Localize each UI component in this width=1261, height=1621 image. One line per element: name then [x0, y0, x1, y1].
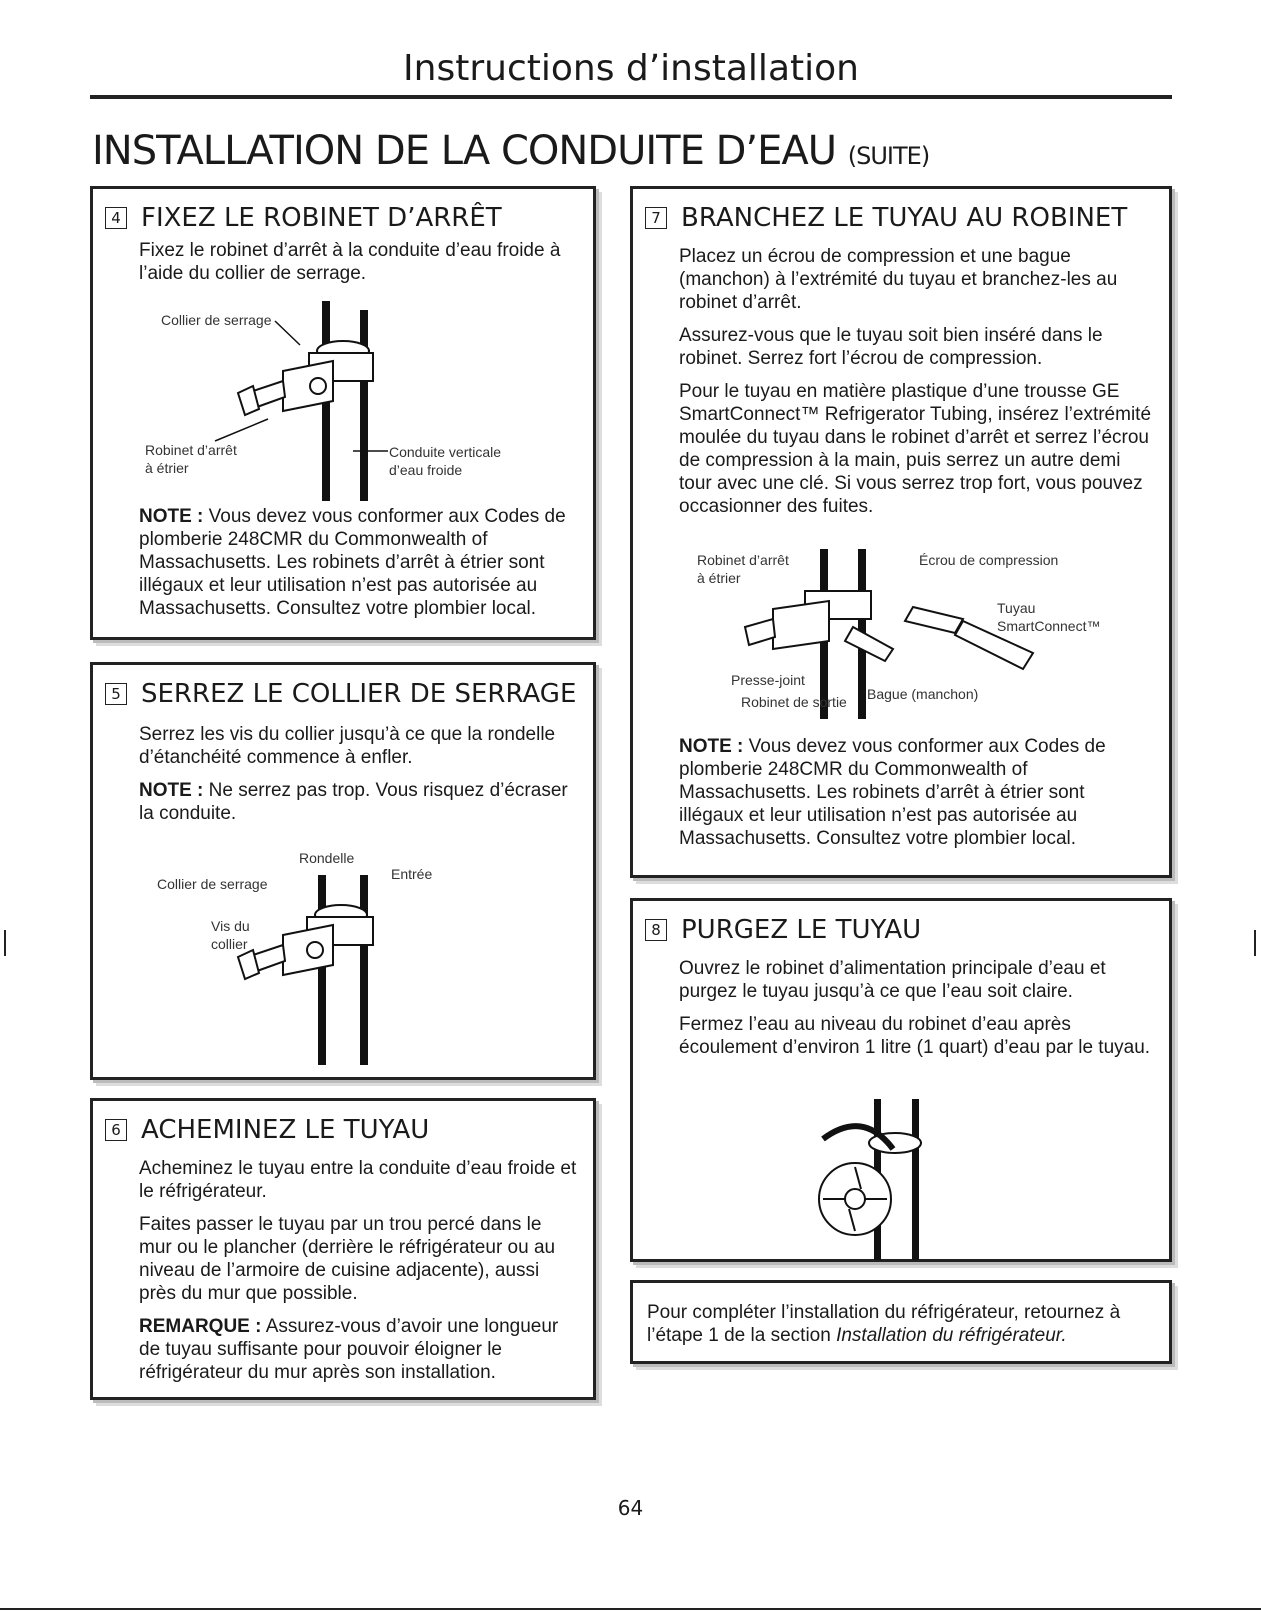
step-number: 5 [105, 683, 127, 705]
caption-presse-joint: Presse-joint [731, 672, 805, 688]
step-6-text-1: Acheminez le tuyau entre la conduite d’eau froide et le réfrigérateur. [139, 1158, 577, 1202]
step-8-title-text: PURGEZ LE TUYAU [681, 915, 922, 945]
caption-robinet-sortie: Robinet de sortie [741, 694, 847, 710]
caption-ecrou: Écrou de compression [919, 552, 1059, 568]
step-4-title-text: FIXEZ LE ROBINET D’ARRÊT [141, 203, 502, 233]
caption-vis-2: collier [211, 936, 248, 952]
step-8-body [679, 957, 1153, 1069]
step-5-box [90, 662, 596, 1080]
section-title-text: INSTALLATION DE LA CONDUITE D’EAU [92, 128, 837, 174]
note-text: Ne serrez pas trop. Vous risquez d’écraser la conduite. [139, 780, 568, 824]
caption-collier: Collier de serrage [157, 876, 268, 892]
purge-valve-illustration [803, 1099, 963, 1261]
step-7-text-2: Assurez-vous que le tuyau soit bien inséré dans le robinet. Serrez fort l’écrou de compression. [679, 325, 1103, 369]
step-7-title-text: BRANCHEZ LE TUYAU AU ROBINET [681, 203, 1128, 233]
step-6-title [105, 1115, 429, 1145]
remark-label: REMARQUE : [139, 1316, 262, 1337]
caption-bague: Bague (manchon) [867, 686, 979, 702]
step-7-title [645, 203, 1127, 233]
step-7-box [630, 186, 1172, 878]
step-6-box [90, 1098, 596, 1400]
step-number: 6 [105, 1119, 127, 1141]
section-title [92, 128, 929, 174]
step-7-text-3: Pour le tuyau en matière plastique d’une trousse GE SmartConnect™ Refrigerator Tubing, insérez l’extrémité moulée du tuyau dans le robinet d’arrêt et serrez l’écrou de compression à la main, puis serrez un autre demi tour avec une clé. Si vous serrez trop fort, vous pouvez occasionner des fuites. [679, 381, 1152, 517]
step-5-text: Serrez les vis du collier jusqu’à ce que la rondelle d’étanchéité commence à enfler. [139, 724, 556, 768]
step-8-text-2: Fermez l’eau au niveau du robinet d’eau après écoulement d’environ 1 litre (1 quart) d’eau par le tuyau. [679, 1014, 1151, 1058]
caption-conduite: Conduite verticale [389, 444, 502, 460]
completion-text [647, 1301, 1153, 1357]
right-edge-mark [1254, 930, 1256, 956]
step-7-text-1: Placez un écrou de compression et une bague (manchon) à l’extrémité du tuyau et branchez-les au robinet d’arrêt. [679, 246, 1118, 313]
section-title-suffix: (SUITE) [847, 142, 930, 170]
caption-vis: Vis du [211, 918, 250, 934]
note-label: NOTE : [139, 506, 204, 527]
completion-sentence: Pour compléter l’installation du réfrigérateur, retournez à l’étape 1 de la section [647, 1302, 1121, 1346]
caption-tuyau-2: SmartConnect™ [997, 618, 1101, 634]
step-7-note [679, 735, 1153, 860]
page-number: 64 [617, 1496, 644, 1520]
step-number: 8 [645, 919, 667, 941]
caption-robinet-2: à étrier [145, 460, 189, 476]
step-8-text-1: Ouvrez le robinet d’alimentation principale d’eau et purgez le tuyau jusqu’à ce que l’eau soit claire. [679, 958, 1106, 1002]
caption-entree: Entrée [391, 866, 433, 882]
caption-robinet: Robinet d’arrêt [697, 552, 789, 568]
note-label: NOTE : [139, 780, 204, 801]
caption-conduite-2: d’eau froide [389, 462, 463, 478]
completion-link-text: Installation du réfrigérateur. [836, 1325, 1067, 1346]
caption-rondelle: Rondelle [299, 850, 355, 866]
page-header: Instructions d’installation [403, 48, 859, 89]
step-6-text-2: Faites passer le tuyau par un trou percé dans le mur ou le plancher (derrière le réfrigérateur ou au niveau de l’armoire de cuisine adjacente), aussi près du mur que possible. [139, 1214, 556, 1304]
note-text: Vous devez vous conformer aux Codes de plomberie 248CMR du Commonwealth of Massachusetts. Les robinets d’arrêt à étrier sont illégaux et leur utilisation n’est pas autorisée au Massachusetts. Consultez votre plombier local. [139, 506, 566, 619]
step-7-body [679, 245, 1153, 528]
step-number: 4 [105, 207, 127, 229]
step-number: 7 [645, 207, 667, 229]
completion-box [630, 1280, 1172, 1364]
caption-robinet-2: à étrier [697, 570, 741, 586]
left-edge-mark [4, 930, 6, 956]
step-8-box [630, 898, 1172, 1262]
header-rule [90, 95, 1172, 99]
caption-robinet: Robinet d’arrêt [145, 442, 237, 458]
caption-tuyau: Tuyau [997, 600, 1036, 616]
step-5-title-text: SERREZ LE COLLIER DE SERRAGE [141, 679, 577, 709]
step-5-body [139, 723, 577, 835]
remark-text: Assurez-vous d’avoir une longueur de tuyau suffisante pour pouvoir éloigner le réfrigérateur du mur après son installation. [139, 1316, 559, 1383]
step-5-title [105, 679, 576, 709]
note-label: NOTE : [679, 736, 744, 757]
caption-collier: Collier de serrage [161, 312, 272, 328]
clamp-illustration [223, 875, 463, 1065]
step-4-box [90, 186, 596, 640]
step-6-title-text: ACHEMINEZ LE TUYAU [141, 1115, 430, 1145]
note-text: Vous devez vous conformer aux Codes de plomberie 248CMR du Commonwealth of Massachusetts. Les robinets d’arrêt à étrier sont illégaux et leur utilisation n’est pas autorisée au Massachusetts. Consultez votre plombier local. [679, 736, 1106, 849]
bottom-rule [0, 1608, 1261, 1610]
step-4-text: Fixez le robinet d’arrêt à la conduite d’eau froide à l’aide du collier de serrage. [139, 240, 561, 284]
step-6-body [139, 1157, 577, 1394]
step-8-title [645, 915, 921, 945]
step-4-note [139, 505, 577, 630]
